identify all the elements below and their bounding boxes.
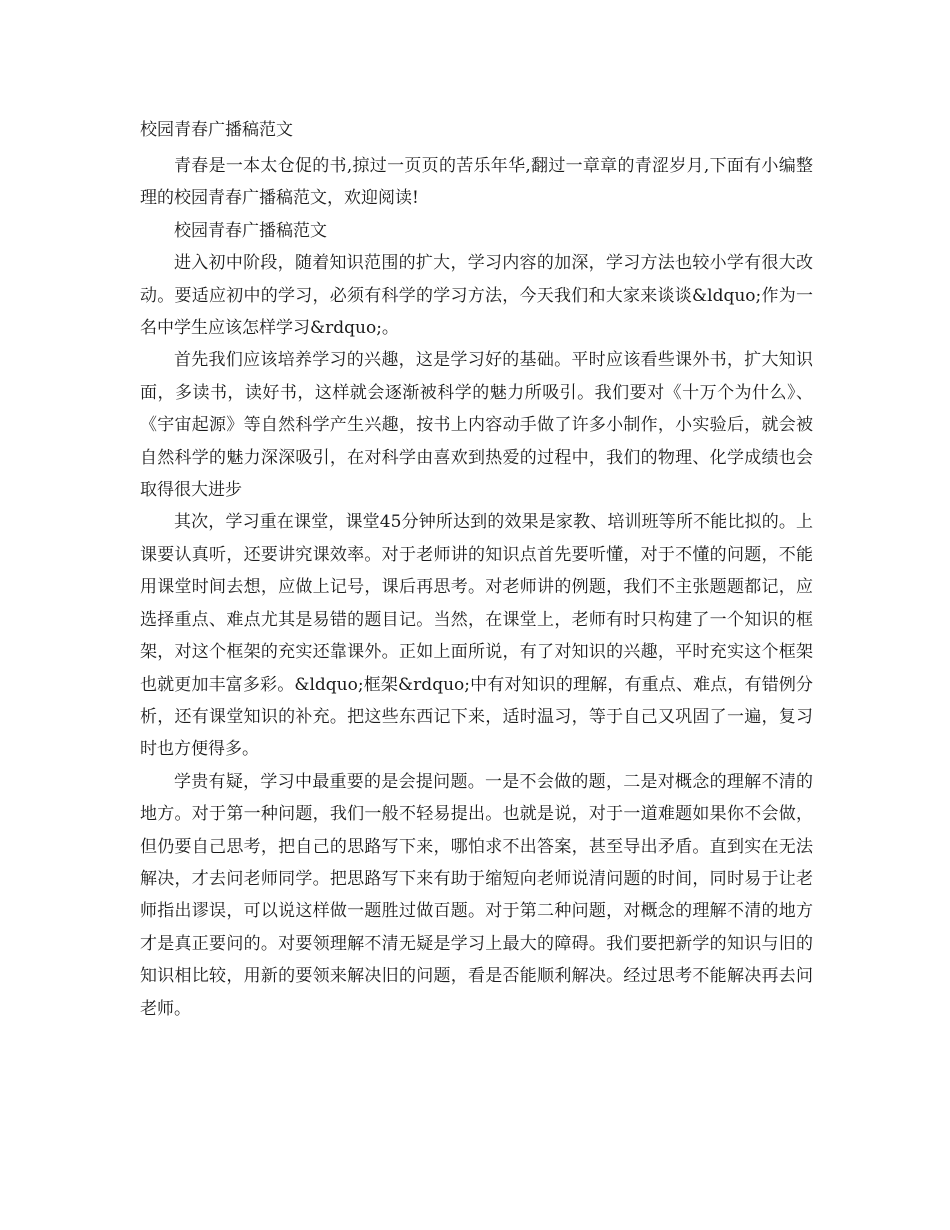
- section-heading: 校园青春广播稿范文: [174, 220, 327, 241]
- body-paragraph: 学贵有疑，学习中最重要的是会提问题。一是不会做的题，二是对概念的理解不清的地方。对于第一种问题，我们一般不轻易提出。也就是说，对于一道难题如果你不会做，但仍要自己思考，把自己的思路写下来，哪怕求不出答案，甚至导出矛盾。直到实在无法解决，才去问老师同学。把思路写下来有助于缩短向老师说清问题的时间，同时易于让老师指出谬误，可以说这样做一题胜过做百题。对于第二种问题，对概念的理解不清的地方才是真正要问的。对要领理解不清无疑是学习上最大的障碍。我们要把新学的知识与旧的知识相比较，用新的要领来解决旧的问题，看是否能顺利解决。经过思考不能解决再去问老师。: [140, 771, 813, 1019]
- document-title: 校园青春广播稿范文: [140, 120, 293, 140]
- document-body: [140, 150, 813, 1025]
- body-paragraph: 进入初中阶段，随着知识范围的扩大，学习内容的加深，学习方法也较小学有很大改动。要适应初中的学习，必须有科学的学习方法，今天我们和大家来谈谈&ldquo;作为一名中学生应该怎样学习&rdquo;。: [140, 253, 813, 339]
- body-paragraph: 首先我们应该培养学习的兴趣，这是学习好的基础。平时应该看些课外书，扩大知识面，多读书，读好书，这样就会逐渐被科学的魅力所吸引。我们要对《十万个为什么》、《宇宙起源》等自然科学产生兴趣，按书上内容动手做了许多小制作，小实验后，就会被自然科学的魅力深深吸引，在对科学由喜欢到热爱的过程中，我们的物理、化学成绩也会取得很大进步: [140, 350, 813, 501]
- body-paragraph: 其次，学习重在课堂，课堂45分钟所达到的效果是家教、培训班等所不能比拟的。上课要认真听，还要讲究课效率。对于老师讲的知识点首先要听懂，对于不懂的问题，不能用课堂时间去想，应做上记号，课后再思考。对老师讲的例题，我们不主张题题都记，应选择重点、难点尤其是易错的题目记。当然，在课堂上，老师有时只构建了一个知识的框架，对这个框架的充实还靠课外。正如上面所说，有了对知识的兴趣，平时充实这个框架也就更加丰富多彩。&ldquo;框架&rdquo;中有对知识的理解，有重点、难点，有错例分析，还有课堂知识的补充。把这些东西记下来，适时温习，等于自己又巩固了一遍，复习时也方便得多。: [140, 512, 813, 760]
- intro-paragraph: 青春是一本太仓促的书,掠过一页页的苦乐年华,翻过一章章的青涩岁月,下面有小编整理的校园青春广播稿范文，欢迎阅读!: [140, 156, 813, 209]
